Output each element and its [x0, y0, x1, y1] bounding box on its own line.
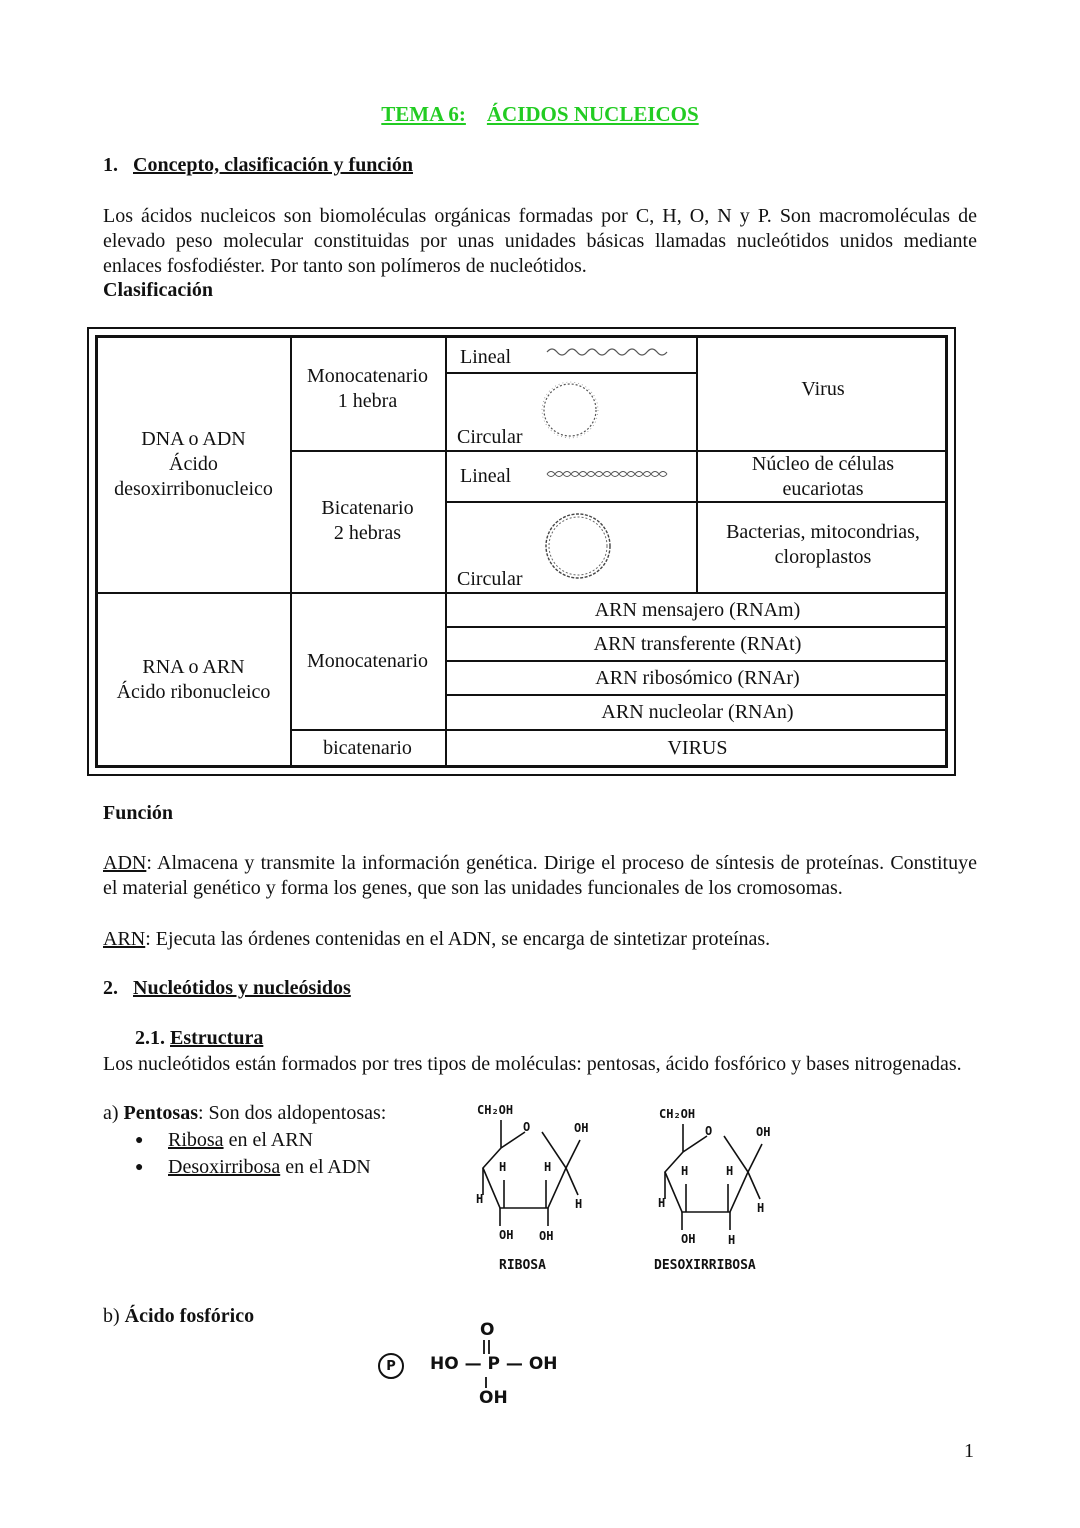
desoxi-h-bottom: H — [728, 1233, 736, 1247]
desoxi-oh-top: OH — [756, 1125, 771, 1139]
bacterias-line-2: cloroplastos — [774, 545, 872, 568]
mono-line-2: 1 hebra — [337, 390, 398, 412]
arn-text: : Ejecuta las órdenes contenidas en el ADN, se encarga de sintetizar proteínas. — [145, 928, 771, 950]
section-1-heading — [103, 154, 413, 177]
fosforico-oh-bottom: OH — [479, 1388, 508, 1408]
section-1-title: Concepto, clasificación y función — [133, 154, 413, 176]
desoxi-ch2oh: CH₂OH — [659, 1107, 696, 1121]
double-strand-linear-icon — [545, 466, 675, 482]
ribosa-h2: H — [544, 1160, 552, 1174]
double-strand-circular-icon — [540, 508, 620, 588]
pentosas-list — [135, 1127, 371, 1181]
single-strand-circular-icon — [537, 377, 603, 443]
desoxi-o: O — [705, 1124, 713, 1138]
rna-virus-cell: VIRUS — [667, 737, 728, 759]
ribosa-h1: H — [499, 1160, 507, 1174]
phosphate-circle-icon: P — [378, 1353, 404, 1379]
desoxirribosa-structure — [652, 1104, 812, 1284]
circular-2: Circular — [457, 568, 523, 590]
fosforico-prefix: b) — [103, 1305, 125, 1327]
lineal-1: Lineal — [460, 346, 512, 368]
title-tema: TEMA 6: — [381, 102, 466, 126]
section-2-heading — [103, 977, 351, 1000]
ribosa-ring-icon — [470, 1100, 620, 1250]
rna-line-2: Ácido ribonucleico — [116, 681, 271, 703]
desoxirribosa-name: Desoxirribosa — [168, 1156, 281, 1178]
desoxirribosa-rest: en el ADN — [280, 1156, 371, 1178]
dna-line-3: desoxirribonucleico — [114, 478, 273, 500]
desoxi-h-right: H — [757, 1201, 765, 1215]
subsection-number: 2.1. — [135, 1027, 165, 1049]
arn-label: ARN — [103, 928, 146, 950]
section-2-number: 2. — [103, 977, 118, 999]
ribosa-rest: en el ARN — [223, 1129, 313, 1151]
arn-type-row: ARN ribosómico (RNAr) — [595, 666, 800, 689]
ribosa-o: O — [523, 1120, 531, 1134]
arn-type-row: ARN nucleolar (RNAn) — [601, 701, 794, 723]
subsection-title: Estructura — [170, 1027, 264, 1049]
page-title — [0, 102, 1080, 127]
ribosa-oh2: OH — [539, 1229, 554, 1243]
ribosa-oh1: OH — [499, 1228, 514, 1242]
nucleo-line-2: eucariotas — [782, 477, 864, 500]
dna-bicatenario — [290, 450, 445, 592]
adn-text: : Almacena y transmite la información genética. Dirige el proceso de síntesis de proteínas. Constituye el material genético y forma los genes, que son las unidades funcionales de los cromosomas. — [103, 852, 977, 899]
pentosas-heading — [103, 1102, 386, 1125]
funcion-label: Función — [103, 802, 174, 824]
ribosa-name: Ribosa — [168, 1129, 224, 1151]
bacterias-cell — [698, 503, 948, 592]
section-1-number: 1. — [103, 154, 118, 176]
fosforico-structure — [376, 1318, 576, 1414]
lineal-2: Lineal — [460, 465, 512, 487]
mono-line-1: Monocatenario — [306, 365, 429, 387]
desoxi-h2: H — [726, 1164, 734, 1178]
estructura-paragraph: Los nucleótidos están formados por tres tipos de moléculas: pentosas, ácido fosfórico y bases nitrogenadas. — [103, 1053, 962, 1075]
dna-monocatenario — [290, 337, 445, 450]
list-item — [135, 1154, 371, 1181]
funcion-adn — [103, 851, 977, 901]
ribosa-label: RIBOSA — [499, 1258, 546, 1273]
ribosa-h-left: H — [476, 1192, 484, 1206]
arn-type-row: ARN mensajero (RNAm) — [594, 598, 801, 621]
funcion-arn — [103, 927, 977, 952]
adn-label: ADN — [103, 852, 147, 874]
dna-label — [97, 337, 290, 592]
rna-label — [97, 594, 290, 766]
rna-line-1: RNA o ARN — [142, 656, 245, 678]
page-number: 1 — [964, 1440, 974, 1462]
dna-line-1: DNA o ADN — [141, 428, 246, 450]
desoxirribosa-label: DESOXIRRIBOSA — [654, 1258, 756, 1273]
ribosa-ch2oh: CH₂OH — [477, 1103, 514, 1117]
desoxi-oh1: OH — [681, 1232, 696, 1246]
subsection-2-1-heading — [135, 1027, 263, 1050]
rna-bicatenario: bicatenario — [323, 737, 412, 759]
clasificacion-label: Clasificación — [103, 279, 213, 301]
ribosa-structure — [470, 1100, 620, 1280]
desoxi-h1: H — [681, 1164, 689, 1178]
fosforico-label: Ácido fosfórico — [124, 1305, 255, 1327]
section-2-title: Nucleótidos y nucleósidos — [133, 977, 351, 999]
bi-line-1: Bicatenario — [321, 497, 414, 519]
fosforico-o-top: O — [480, 1320, 495, 1340]
bacterias-line-1: Bacterias, mitocondrias, — [726, 520, 920, 543]
nucleo-cell — [698, 452, 948, 501]
pentosas-prefix: a) — [103, 1102, 124, 1124]
rna-monocatenario: Monocatenario — [306, 650, 429, 672]
pentosas-label: Pentosas — [123, 1102, 198, 1124]
pentosas-text: : Son dos aldopentosas: — [198, 1102, 387, 1124]
arn-type-row: ARN transferente (RNAt) — [593, 632, 802, 655]
bi-line-2: 2 hebras — [333, 522, 402, 544]
list-item — [135, 1127, 371, 1154]
virus-cell: Virus — [801, 378, 845, 400]
dna-line-2: Ácido — [169, 453, 218, 475]
ribosa-h-right: H — [575, 1197, 583, 1211]
intro-paragraph: Los ácidos nucleicos son biomoléculas orgánicas formadas por C, H, O, N y P. Son macromoléculas de elevado peso molecular constituidas por unas unidades básicas llamadas nucleótidos unidos mediante enlaces fosfodiéster. Por tanto son polímeros de nucleótidos. — [103, 205, 977, 277]
desoxi-h-left: H — [658, 1196, 666, 1210]
fosforico-heading — [103, 1305, 254, 1328]
fosforico-formula: HO — P — OH — [430, 1354, 558, 1374]
ribosa-oh-top: OH — [574, 1121, 589, 1135]
title-name: ÁCIDOS NUCLEICOS — [486, 102, 699, 126]
circular-1: Circular — [457, 426, 523, 448]
nucleo-line-1: Núcleo de células — [751, 452, 895, 475]
desoxirribosa-ring-icon — [652, 1104, 802, 1254]
single-strand-linear-icon — [545, 344, 675, 360]
